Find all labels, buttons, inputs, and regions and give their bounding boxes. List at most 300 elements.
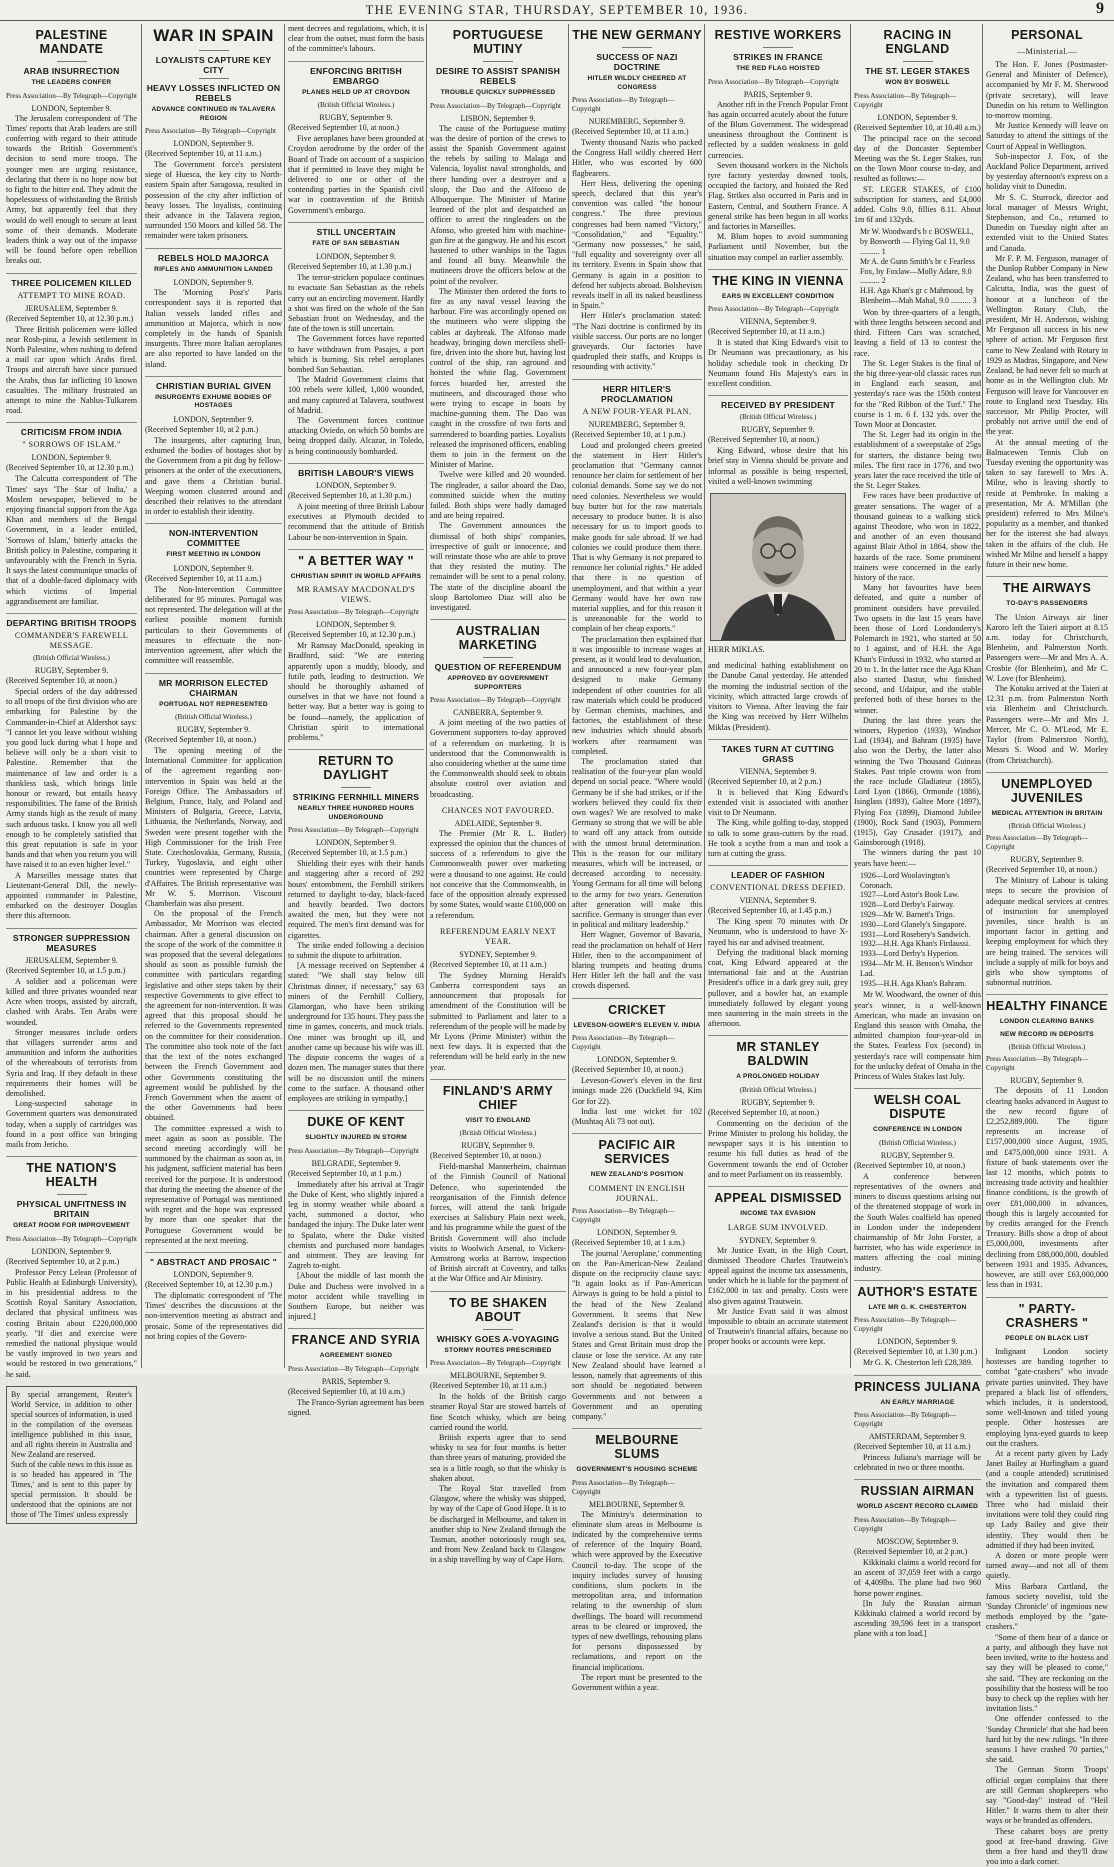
section-divider bbox=[572, 379, 702, 380]
race-result-line: H.H. Aga Khan's gr c Mahmoud, by Blenheim—Mah Mahal, 9.0 .......... 3 bbox=[860, 286, 981, 306]
article bbox=[986, 777, 1108, 989]
paragraph: The winners during the past 10 years have been:— bbox=[854, 848, 981, 868]
headline: APPEAL DISMISSED bbox=[708, 1191, 848, 1205]
headline: PERSONAL bbox=[986, 28, 1108, 42]
paragraph: Kikkinaki claims a world record for an ascent of 37,059 feet with a cargo of 4,409lbs. The plane had two 960 horse power engines. bbox=[854, 1558, 981, 1599]
headline: TO BE SHAKEN ABOUT bbox=[430, 1296, 566, 1324]
small-heading: " SORROWS OF ISLAM." bbox=[6, 440, 137, 450]
dateline: LONDON, September 9. bbox=[854, 1337, 981, 1347]
article bbox=[6, 1386, 137, 1524]
article bbox=[430, 1084, 566, 1285]
portrait-photo bbox=[710, 493, 846, 641]
section-divider bbox=[854, 1375, 981, 1376]
paragraph: The Government force's persistent siege of Huesca, the key city to North-eastern Spain after Saragossa, resulted in possession of the city after infliction of heavy losses. The loyalists, continuing their advance in the Talavera region, surrounded 150 Moors and killed 58. The remainder were taken prisoners. bbox=[145, 160, 282, 242]
subheadline: NON-INTERVENTION COMMITTEE bbox=[145, 528, 282, 548]
article bbox=[986, 581, 1108, 766]
section-divider bbox=[708, 269, 848, 270]
paragraph: Miss Barbara Cartland, the famous society novelist, told the 'Sunday Chronicle' of ingenious new methods employed by the "gate-crashers." bbox=[986, 1582, 1108, 1633]
dateline: MELBOURNE, September 9. bbox=[572, 1500, 702, 1510]
received-line: (Received September 10, at 11 a.m.) bbox=[708, 327, 848, 337]
dateline: CANBERRA, September 9. bbox=[430, 708, 566, 718]
deck-line: WORLD ASCENT RECORD CLAIMED bbox=[854, 1503, 981, 1512]
article bbox=[288, 554, 424, 744]
paragraph: The King spent 70 minutes with Dr Neumann, who is understood to have X-rayed his ear and advised treatment. bbox=[708, 917, 848, 948]
press-credit: Press Association—By Telegraph—Copyright bbox=[854, 92, 981, 110]
column-3 bbox=[288, 24, 424, 1368]
subheadline: ARAB INSURRECTION bbox=[6, 66, 137, 76]
dateline: LONDON, September 9. bbox=[145, 564, 282, 574]
dateline: LISBON, September 9. bbox=[430, 114, 566, 124]
article bbox=[986, 999, 1108, 1290]
paragraph: The Non-Intervention Committee deliberated for 95 minutes. Portugal was not represented. The delegation will at the earliest possible moment furnish particulars to their Governments of measures to effectuate the non-intervention agreement, after which the committee will reassemble. bbox=[145, 585, 282, 667]
paragraph: M. Blum hopes to avoid summoning Parliament until November, but the situation may compel an earlier assembly. bbox=[708, 232, 848, 263]
subheadline: STRIKES IN FRANCE bbox=[708, 52, 848, 62]
subheadline: " ABSTRACT AND PROSAIC " bbox=[145, 1257, 282, 1267]
dateline: SYDNEY, September 9. bbox=[430, 950, 566, 960]
paragraph: Three British policemen were killed near Rosh-pina, a Jewish settlement in North Palestine, when rushing to defend a mail car upon which Arabs fired. Troops and aircraft have since pursued the Arabs, thus far inflicting 10 known casualties. The military frustrated an attempt to mine the Nablus-Tulkarem road. bbox=[6, 325, 137, 417]
paragraph: Defying the traditional black morning coat, King Edward appeared at the international fair and at the Austrian President's office in a dark grey suit, grey pullover, and a bowler hat, an example immediately followed by elegant young men sauntering in the main streets in the afternoon. bbox=[708, 948, 848, 1030]
paragraph: These cabaret boys are pretty good at free-hand drawing. Give them a free hand and they'll draw you into a dark corner. bbox=[986, 1827, 1108, 1867]
dateline: AMSTERDAM, September 9. bbox=[854, 1432, 981, 1442]
photo-caption: HERR MIKLAS. bbox=[708, 645, 848, 655]
article bbox=[430, 1296, 566, 1566]
headline: RUSSIAN AIRMAN bbox=[854, 1484, 981, 1498]
paragraph: Many hot favourites have been defeated, and quite a number of prominent outsiders have prevailed. Two upsets in the last 15 years have been those of Lord Londonderry's Polemarch in 1921, who started at 50 to 1 against, and of H.H. the Aga Khan's Firdussi in 1932, who started at 20 to 1. In the latter race the Aga Khan also started Dastur, who finished second, and Udaipur, and the stable preferred both of these horses to the winner. bbox=[854, 583, 981, 716]
deck-line: RIFLES AND AMMUNITION LANDED bbox=[145, 266, 282, 275]
press-credit: Press Association—By Telegraph—Copyright bbox=[145, 127, 282, 136]
column-1 bbox=[6, 24, 137, 1368]
dateline: RUGBY, September 9. bbox=[288, 113, 424, 123]
headline: WELSH COAL DISPUTE bbox=[854, 1093, 981, 1121]
paragraph: Mr Justice Kennedy will leave on Saturday to attend the sittings of the Court of Appeal in Wellington. bbox=[986, 121, 1108, 152]
article bbox=[708, 744, 848, 859]
section-divider bbox=[288, 222, 424, 223]
winner-line: 1931—Lord Rosebery's Sandwich. bbox=[860, 930, 981, 940]
section-divider bbox=[430, 1291, 566, 1292]
deck-line: HITLER WILDLY CHEERED AT CONGRESS bbox=[572, 75, 702, 92]
article bbox=[430, 806, 566, 921]
small-heading: A NEW FOUR-YEAR PLAN. bbox=[572, 407, 702, 417]
paragraph: Long-suspected sabotage in Government quarters was demonstrated today, when a supply of cartridges was found in a post office van bringing mails from Jericho. bbox=[6, 1099, 137, 1150]
wire-note: (British Official Wireless.) bbox=[854, 1139, 981, 1148]
deck-line: SLIGHTLY INJURED IN STORM bbox=[288, 1134, 424, 1143]
received-line: (Received September 10, at 11 a.m.) bbox=[430, 1381, 566, 1391]
received-line: (Received September 10, at 1.5 p.m.) bbox=[6, 966, 137, 976]
paragraph: The Minister then ordered the forts to fire as any naval vessel leaving the harbour. Fire was accordingly opened on the mutineers who were slipping the cables at daybreak. The Alfonso made headway, bringing down merciless shell-fire, driven into the shore but, having lost control of the ship, ran aground and hoisted the white flag. Government forces boarded her, arrested the mutineers, and discouraged those who were trying to escape in boats by machine-gunning them. The Dao was caught in the crossfire of two forts and surrendered to boarding parties. Loyalists released the imprisoned officers, enabling them to join in the ferment on the Minister of Marine. bbox=[430, 287, 566, 471]
article bbox=[288, 1333, 424, 1418]
received-line: (Received September 10, at 11 a.m.) bbox=[854, 1442, 981, 1452]
dateline: LONDON, September 9. bbox=[145, 139, 282, 149]
section-divider bbox=[145, 376, 282, 377]
deck-line: AGREEMENT SIGNED bbox=[288, 1352, 424, 1361]
paragraph: Another rift in the French Popular Front has again occurred acutely about the future of the Blum Government. The widespread uneasiness throughout the Continent is reflected by a sudden weakness in gold currencies. bbox=[708, 100, 848, 161]
dateline: SYDNEY, September 9. bbox=[708, 1236, 848, 1246]
paragraph: The Royal Star travelled from Glasgow, where the whisky was shipped, by way of the Cape of Good Hope. It is to be discharged in Melbourne, and taken in another ship to New Zealand through the Tasman, another notoriously rough sea, and from New Zealand back to Glasgow in a ship travelling by way of Cape Horn. bbox=[430, 1484, 566, 1566]
headline-rule bbox=[199, 78, 229, 79]
paragraph: Few races have been productive of greater sensations. The wager of a thousand guineas to a walking stick against Theodore, who won in 1822, and another of an even thousand against Blair Athol in 1864, show the hazards of the race. Some prominent trainers were concerned in the early history of the race. bbox=[854, 491, 981, 583]
headline: DUKE OF KENT bbox=[288, 1115, 424, 1129]
article bbox=[6, 1161, 137, 1380]
article bbox=[145, 528, 282, 666]
article bbox=[572, 1138, 702, 1422]
headline-rule bbox=[199, 50, 229, 51]
press-credit: Press Association—By Telegraph—Copyright bbox=[854, 1316, 981, 1334]
subheadline: STILL UNCERTAIN bbox=[288, 227, 424, 237]
small-heading: REFERENDUM EARLY NEXT YEAR. bbox=[430, 927, 566, 947]
deck-line: TO-DAY'S PASSENGERS bbox=[986, 600, 1108, 609]
dateline: LONDON, September 9. bbox=[6, 1247, 137, 1257]
article bbox=[708, 28, 848, 263]
subheadline: HEAVY LOSSES INFLICTED ON REBELS bbox=[145, 83, 282, 103]
dateline: PARIS, September 9. bbox=[708, 90, 848, 100]
paragraph: Five aeroplanes have been grounded at Croydon aerodrome by the order of the Board of Trade on account of a suspicion that if permitted to leave they might be delivered to one or other of the contending parties in the Spanish civil war in contravention of the British Government's embargo. bbox=[288, 134, 424, 216]
dateline: RUGBY, September 9. bbox=[430, 1141, 566, 1151]
dateline: LONDON, September 9. bbox=[6, 104, 137, 114]
dateline: VIENNA, September 9. bbox=[708, 896, 848, 906]
subheadline: ENFORCING BRITISH EMBARGO bbox=[288, 66, 424, 86]
deck-line: WON BY BOSWELL bbox=[854, 79, 981, 88]
paragraph: [In July the Russian airman Kikkinaki claimed a world record by ascending 39,596 feet in a transport plane with a ton load.] bbox=[854, 1599, 981, 1640]
headline-rule bbox=[57, 1194, 87, 1195]
notice-box: By special arrangement, Reuter's World Service, in addition to other special sources of information, is used in the compilation of the overseas intelligence published in this issue, and all rights therein in Australia and New Zealand are reserved. Such of the cable news in this issue as is so headed has appeared in 'The Times,' and is sent to this paper by special permission. It should be understood that the opinions are not those of 'The Times' unless expressly bbox=[6, 1386, 137, 1524]
section-divider bbox=[288, 61, 424, 62]
article bbox=[854, 28, 981, 1082]
press-credit: Press Association—By Telegraph—Copyright bbox=[430, 696, 566, 705]
column-container bbox=[6, 24, 1108, 1368]
deck-line: LATE MR G. K. CHESTERTON bbox=[854, 1304, 981, 1313]
paragraph: Commenting on the decision of the Prime Minister to prolong his holiday, the newspaper says it is his intention to resume his full duties as head of the Government towards the end of October and to meet Parliament on its reassembly. bbox=[708, 1119, 848, 1180]
portrait-illustration bbox=[711, 494, 845, 640]
received-line: (Received September 10, at noon.) bbox=[708, 435, 848, 445]
press-credit: Press Association—By Telegraph—Copyright bbox=[572, 1479, 702, 1497]
received-line: (Received September 10, at 1.30 p.m.) bbox=[288, 262, 424, 272]
press-credit: Press Association—By Telegraph—Copyright bbox=[6, 1235, 137, 1244]
paragraph: A dozen or more people were turned away—and not all of them quietly. bbox=[986, 1551, 1108, 1582]
paragraph: The 'Morning Post's' Paris correspondent says it is reported that Italian vessels landed rifles and ammunition at Majorca, which is now completely in the hands of Spanish insurgents. Three more Italian aeroplanes are also reported to have landed on the island. bbox=[145, 288, 282, 370]
headline: THE AIRWAYS bbox=[986, 581, 1108, 595]
paragraph: The German Storm Troops' official organ complains that there are still German shopkeepers who say "Good-day" instead of "Heil Hitler." It warns them to alter their ways or be branded as offenders. bbox=[986, 1765, 1108, 1826]
small-heading: CHANCES NOT FAVOURED. bbox=[430, 806, 566, 816]
dateline: ADELAIDE, September 9. bbox=[430, 819, 566, 829]
deck-line: NEARLY THREE HUNDRED HOURS UNDERGROUND bbox=[288, 805, 424, 822]
paragraph: The Hon. F. Jones (Postmaster-General and Minister of Defence), accompanied by Mr F. M. Sherwood (private secretary), will leave Dunedin on his return to Wellington to-morrow morning. bbox=[986, 60, 1108, 121]
dateline: LONDON, September 9. bbox=[145, 1270, 282, 1280]
dateline: VIENNA, September 9. bbox=[708, 317, 848, 327]
deck-line: THE RED FLAG HOISTED bbox=[708, 65, 848, 74]
headline: AUTHOR'S ESTATE bbox=[854, 1285, 981, 1299]
paragraph: The insurgents, after capturing Irun, exhumed the bodies of hostages shot by the Government from a pit dug by fellow-prisoners at the order of the executioners, and gave them a Christian burial. Weeping women clustered around and described their relatives to the attendant in order to establish their identity. bbox=[145, 436, 282, 518]
subheadline: PHYSICAL UNFITNESS IN BRITAIN bbox=[6, 1199, 137, 1219]
press-credit: Press Association—By Telegraph—Copyright bbox=[430, 102, 566, 111]
deck-line: CONFERENCE IN LONDON bbox=[854, 1126, 981, 1135]
article bbox=[145, 253, 282, 370]
dateline: JERUSALEM, September 9. bbox=[6, 304, 137, 314]
press-credit: Press Association—By Telegraph—Copyright bbox=[6, 92, 137, 101]
winner-line: 1934—Mr M. H. Benson's Windsor Lad. bbox=[860, 959, 981, 979]
press-credit: Press Association—By Telegraph—Copyright bbox=[854, 1411, 981, 1429]
paragraph: "Some of them hear of a dance or a party, and although they have not been invited, write to the hostess and say they will be pleased to come," she said. "They are reckoning on the possibility that the hostess will be too busy to check up the replies with her invitation lists." bbox=[986, 1633, 1108, 1715]
headline-rule bbox=[622, 47, 652, 48]
paragraph: Special orders of the day addressed to all troops of the first division who are embarking for Palestine by the Commander-in-Chief at Aldershot says: "I cannot let you leave without wishing you good luck during what I hope and believe will only be a short visit to Palestine. Remember that the maintenance of law and order is a thankless task, which brings little honour or reward, but entails heavy responsibilities. The fame of the British Army stands high as the result of many such arduous tasks. I know you all well enough to be completely satisfied that this great reputation is safe in your hands and that when you return you will have raised it to an even higher level." bbox=[6, 687, 137, 871]
subheadline: DESIRE TO ASSIST SPANISH REBELS bbox=[430, 66, 566, 86]
paragraph: The principal race on the second day of the Doncaster September Meeting was the St. Leger Stakes, run on the Town Moor course to-day, and resulted as follows:— bbox=[854, 134, 981, 185]
press-credit: Press Association—By Telegraph—Copyright bbox=[854, 1516, 981, 1534]
received-line: (Received September 10, at 2 p.m.) bbox=[145, 425, 282, 435]
wire-note: (British Official Wireless.) bbox=[708, 1086, 848, 1095]
press-credit: Press Association—By Telegraph—Copyright bbox=[288, 608, 424, 617]
headline: PACIFIC AIR SERVICES bbox=[572, 1138, 702, 1166]
received-line: (Received September 10, at 11 a.m.) bbox=[430, 960, 566, 970]
press-credit: Press Association—By Telegraph—Copyright bbox=[572, 96, 702, 114]
column-6 bbox=[708, 24, 848, 1368]
paragraph: Leveson-Gower's eleven in the first innings made 226 (Duckfield 94, Kim Gor for 22). bbox=[572, 1076, 702, 1107]
masthead-title: THE EVENING STAR, THURSDAY, SEPTEMBER 10, 1936. bbox=[0, 3, 1114, 18]
dateline: MELBOURNE, September 9. bbox=[430, 1371, 566, 1381]
section-divider bbox=[572, 998, 702, 999]
paragraph: Mr Justice Evatt said it was almost impossible to obtain an accurate statement of Trautwein's financial affairs, because no proper books or accounts were kept. bbox=[708, 1307, 848, 1348]
winner-line: 1927—Lord Astor's Book Law. bbox=[860, 890, 981, 900]
paragraph: British experts agree that to send whisky to sea for four months is better than three years of maturing, provided the sea is a little rough, so that the whisky is shaken about. bbox=[430, 1433, 566, 1484]
headline: RESTIVE WORKERS bbox=[708, 28, 848, 42]
received-line: (Received September 10, at 12.30 p.m.) bbox=[6, 314, 137, 324]
deck-line: NEW ZEALAND'S POSITION bbox=[572, 1171, 702, 1180]
paragraph: Stronger measures include orders that villagers surrender arms and ammunition and inform the authorities of the whereabouts of terrorists from Syria and Iraq. If they default in these requirements their homes will be demolished. bbox=[6, 1028, 137, 1099]
received-line: (Received September 10, at 1 p.m.) bbox=[572, 430, 702, 440]
headline: WAR IN SPAIN bbox=[145, 26, 282, 45]
subheadline: THREE POLICEMEN KILLED bbox=[6, 278, 137, 288]
headline: AUSTRALIAN MARKETING bbox=[430, 624, 566, 652]
section-divider bbox=[986, 772, 1108, 773]
paragraph: In the holds of the British cargo steamer Royal Star are stowed barrels of fine Scotch whisky, which are being carried round the world. bbox=[430, 1392, 566, 1433]
dateline: MOSCOW, September 9. bbox=[854, 1537, 981, 1547]
paragraph: The deposits of 11 London clearing banks advanced in August to the new record figure of £2,252,889,000. The figure represents an increase of £157,000,000 since August, 1935, and £475,000,000 since 1931. A fixture of bank statements over the last 12 months, which points to increasing trade activity and healthier finance conditions, is the growth of over £81,000,000 in advances, though this is largely accounted for by credits arranged for the French Treasury. Bills show a drop of about £5,000,000, investments after declining from £88,000,000, doubled between 1931 and 1935. Advances, however, are still over £63,000,000 less than in 1931. bbox=[986, 1086, 1108, 1290]
paragraph: Princess Juliana's marriage will be celebrated in two or three months. bbox=[854, 1453, 981, 1473]
small-heading: ATTEMPT TO MINE ROAD. bbox=[6, 291, 137, 301]
article bbox=[288, 227, 424, 457]
headline: FINLAND'S ARMY CHIEF bbox=[430, 1084, 566, 1112]
paragraph: ST. LEGER STAKES, of £100 subscription for starters, and £4,000 added. Colts 9.0, fillies 8.11. About 1m 6f and 132yds. bbox=[854, 185, 981, 226]
deck-line: INSURGENTS EXHUME BODIES OF HOSTAGES bbox=[145, 394, 282, 411]
dateline: RUGBY, September 9. bbox=[854, 1151, 981, 1161]
article bbox=[572, 1003, 702, 1128]
dateline: JERUSALEM, September 9. bbox=[6, 956, 137, 966]
deck-line: LEVESON-GOWER'S ELEVEN V. INDIA bbox=[572, 1022, 702, 1031]
column-rule bbox=[141, 24, 142, 1368]
subheadline: CRITICISM FROM INDIA bbox=[6, 427, 137, 437]
received-line: (Received September 10, at noon.) bbox=[854, 1161, 981, 1171]
article bbox=[145, 1257, 282, 1342]
received-line: (Received September 10, at noon.) bbox=[430, 1151, 566, 1161]
deck-line: MEDICAL ATTENTION IN BRITAIN bbox=[986, 810, 1108, 819]
received-line: (Received September 10, at 2 p.m.) bbox=[854, 1547, 981, 1557]
headline: HEALTHY FINANCE bbox=[986, 999, 1108, 1013]
dateline: RUGBY, September 9. bbox=[708, 425, 848, 435]
column-rule bbox=[426, 24, 427, 1368]
small-heading: CONVENTIONAL DRESS DEFIED. bbox=[708, 883, 848, 893]
section-divider bbox=[572, 1428, 702, 1429]
deck-line: NEW RECORD IN DEPOSITS bbox=[986, 1031, 1108, 1040]
paragraph: Mr Justice Evatt, in the High Court, dismissed Theodore Charles Trautwein's appeal against the income tax assessments, under which he is liable for the payment of £162,000 in tax and penalty. Costs were also given against Trautwein. bbox=[708, 1246, 848, 1307]
section-divider bbox=[145, 248, 282, 249]
headline-rule bbox=[57, 61, 87, 62]
section-divider bbox=[430, 619, 566, 620]
paragraph: Sub-inspector J. Fox, of the Auckland Police Department, arrived by yesterday afternoon's express on a holiday visit to Dunedin. bbox=[986, 152, 1108, 193]
subheadline: QUESTION OF REFERENDUM bbox=[430, 662, 566, 672]
paragraph: Herr Wagner, Governor of Bavaria, read the proclamation on behalf of Herr Hitler, then to the accompaniment of blaring trumpets and beating drums Herr Hitler left the hall and the vast crowds dispersed. bbox=[572, 930, 702, 991]
headline-rule bbox=[341, 787, 371, 788]
paragraph: The diplomatic correspondent of 'The Times' describes the discussions at the non-intervention meeting as abstract and prosaic. Some of the representatives did not bring copies of the Govern- bbox=[145, 1291, 282, 1342]
paragraph: India lost one wicket for 102 (Mushtaq Ali 73 not out). bbox=[572, 1107, 702, 1127]
subheadline: LEADER OF FASHION bbox=[708, 870, 848, 880]
subheadline: WHISKY GOES A-VOYAGING bbox=[430, 1334, 566, 1344]
article bbox=[6, 28, 137, 267]
article bbox=[854, 1093, 981, 1274]
received-line: (Received September 10, at 11 a.m.) bbox=[572, 127, 702, 137]
deck-line: TROUBLE QUICKLY SUPPRESSED bbox=[430, 89, 566, 98]
paragraph: A joint meeting of the two parties of Government supporters to-day approved of a referendum on marketing. It is understood that the Commonwealth is also considering whether at the same time the Commonwealth should seek to obtain absolute control over aviation and broadcasting. bbox=[430, 718, 566, 800]
paragraph: The Government forces have reported to have withdrawn from Pasajes, a port which is burning. Six rebel aeroplanes bombed San Sebastian. bbox=[288, 334, 424, 375]
paragraph: The St. Leger had its origin in the establishment of a sweepstake of 25gs for starters, the distance being two miles. The first race in 1776, and two years later the race received the title of the St. Leger Stakes. bbox=[854, 430, 981, 491]
wire-note: (British Official Wireless.) bbox=[288, 101, 424, 110]
article bbox=[708, 1040, 848, 1180]
press-credit: Press Association—By Telegraph—Copyright bbox=[288, 826, 424, 835]
headline: RETURN TO DAYLIGHT bbox=[288, 754, 424, 782]
paragraph: The Premier (Mr R. L. Butler) expressed the opinion that the chances of success of a referendum to give the Commonwealth power over marketing were a thousand to one against. He could not conceive that the Commonwealth, in face of the opposition already expressed by some States, would waste £100,000 on a referendum. bbox=[430, 829, 566, 921]
paragraph: Mr G. K. Chesterton left £28,389. bbox=[854, 1358, 981, 1368]
subheadline: LOYALISTS CAPTURE KEY CITY bbox=[145, 55, 282, 75]
article bbox=[572, 28, 702, 373]
paragraph: [A message received on September 4 stated: "We shall stay below till Christmas dinner, if necessary," say 63 miners of the Fernhill Colliery, Glamorgan, who have been striking underground for 135 hours. They pass the time in games, concerts, and mock trials. One miner was brought up ill, and another came up because his wife was ill. The dispute concerns the wages of a dozen men. The manager states that there will be no discussion until the miners come to the surface. A thousand other employees are striking in sympathy.] bbox=[288, 961, 424, 1104]
paragraph: The Government forces continue attacking Oviedo, on which 50 bombs are being dropped daily. Alcazar, in Toledo, is being continuously bombarded. bbox=[288, 416, 424, 457]
small-heading: COMMANDER'S FAREWELL MESSAGE. bbox=[6, 631, 137, 651]
masthead bbox=[0, 0, 1114, 21]
headline: THE KING IN VIENNA bbox=[708, 274, 848, 288]
paragraph: The proclamation stated that realisation of the four-year plan would depend on social peace. "Where would Germany be if she had strikes, or if the workers believed they could fix their own wages? We are resolved to make Germany so strong that we will be able to ward off any attack from outside with the utmost brutal determination. This is the reason for our military measures, which will be increased, or decreased according to necessity. Young Germans for all time will belong to the army for two years. Generation after generation will make this sacrifice. Germany is stronger than ever in political and military leadership." bbox=[572, 757, 702, 930]
headline: MR STANLEY BALDWIN bbox=[708, 1040, 848, 1068]
paragraph: A conference between representatives of the owners and miners to discuss questions arising out of the threatened stoppage of work in the South Wales coalfield has opened in London under the independent chairmanship of Mr John Forster, a barrister, who has wide experience in matters affecting the coal mining industry. bbox=[854, 1172, 981, 1274]
section-divider bbox=[288, 549, 424, 550]
winner-line: 1935—H.H. Aga Khan's Bahram. bbox=[860, 979, 981, 989]
subheadline: SUCCESS OF NAZI DOCTRINE bbox=[572, 52, 702, 72]
section-divider bbox=[854, 1280, 981, 1281]
press-credit: Press Association—By Telegraph—Copyright bbox=[986, 834, 1108, 852]
paragraph: Herr Hitler's proclamation stated: "The Nazi doctrine is confirmed by its visible success. Our ports are no longer graveyards. Our factories have quadrupled their staffs, and Krupps is resounding with activity." bbox=[572, 311, 702, 372]
section-divider bbox=[986, 994, 1108, 995]
headline: PRINCESS JULIANA bbox=[854, 1380, 981, 1394]
dateline: LONDON, September 9. bbox=[288, 481, 424, 491]
dateline: LONDON, September 9. bbox=[6, 453, 137, 463]
subheadline: HERR HITLER'S PROCLAMATION bbox=[572, 384, 702, 404]
column-4 bbox=[430, 24, 566, 1368]
deck-line: APPROVED BY GOVERNMENT SUPPORTERS bbox=[430, 675, 566, 692]
article bbox=[145, 26, 282, 242]
received-line: (Received September 10, at 2 p.m.) bbox=[708, 777, 848, 787]
section-divider bbox=[708, 865, 848, 866]
article bbox=[708, 400, 848, 487]
subheadline: BRITISH LABOUR'S VIEWS bbox=[288, 468, 424, 478]
paragraph: The Sydney Morning Herald's Canberra correspondent says an announcement that proposals for amendment of the Constitution will be submitted to Parliament and later to a referendum of the people will be made by Mr Lyons (Prime Minister) within the next few days. It is expected that the referendum will be held early in the new year. bbox=[430, 971, 566, 1073]
deck-line: PORTUGAL NOT REPRESENTED bbox=[145, 701, 282, 710]
press-credit: Press Association—By Telegraph—Copyright bbox=[288, 1147, 424, 1156]
paragraph: The King, while golfing to-day, stopped to talk to some grass-cutters by the road. He took a scythe from a man and took a turn at cutting the grass. bbox=[708, 818, 848, 859]
deck-line: EARS IN EXCELLENT CONDITION bbox=[708, 293, 848, 302]
received-line: (Received September 10, at 12.30 p.m.) bbox=[6, 463, 137, 473]
column-rule bbox=[284, 24, 285, 1368]
dateline: RUGBY, September 9. bbox=[986, 1076, 1108, 1086]
subheadline: MR MORRISON ELECTED CHAIRMAN bbox=[145, 678, 282, 698]
dateline: RUGBY, September 9. bbox=[708, 1098, 848, 1108]
paragraph: The Ministry's determination to eliminate slum areas in Melbourne is indicated by the comprehensive terms of reference of the Inquiry Board, which were approved by the Executive Council to-day. The scope of the inquiry includes survey of housing conditions, slum pockets in the metropolitan area, and information relating to the ownership of slum dwellings. The board will recommend areas to be cleared or improved, the types of new dwellings, rehousing plans for persons dispossessed by reclamations, and report on the financial implications. bbox=[572, 1510, 702, 1673]
paragraph: Twelve were killed and 20 wounded. The ringleader, a sailor aboard the Dao, committed suicide when the mutiny failed. Both ships were badly damaged and are being repaired. bbox=[430, 470, 566, 521]
headline: THE NATION'S HEALTH bbox=[6, 1161, 137, 1189]
headline-rule bbox=[763, 47, 793, 48]
section-divider bbox=[854, 1088, 981, 1089]
press-credit: Press Association—By Telegraph—Copyright bbox=[708, 305, 848, 314]
paragraph: A soldier and a policeman were killed and three privates wounded near Acre when troops, assisted by aircraft, clashed with Arabs. Ten Arabs were wounded. bbox=[6, 977, 137, 1028]
subheadline: TAKES TURN AT CUTTING GRASS bbox=[708, 744, 848, 764]
received-line: (Received September 10, at noon.) bbox=[145, 735, 282, 745]
wire-note: (British Official Wireless.) bbox=[708, 413, 848, 422]
article bbox=[854, 1484, 981, 1639]
article bbox=[854, 1285, 981, 1369]
winner-line: 1933—Lord Derby's Hyperion. bbox=[860, 949, 981, 959]
paragraph: The proclamation then explained that it was impossible to increase wages at present, as it would lead to devaluation, and announced a new four-year plan designed to make Germany independent of other countries for all raw materials which could be produced by German chemists, machines, and factories, the establishment of these new industries which should absorb workers after rearmament was completed. bbox=[572, 635, 702, 757]
article bbox=[288, 468, 424, 543]
headline: THE NEW GERMANY bbox=[572, 28, 702, 42]
received-line: (Received September 10, at 1 a.m.) bbox=[572, 1238, 702, 1248]
section-divider bbox=[6, 928, 137, 929]
race-result-line: Mr A. de Gunn Smith's br c Fearless Fox, by Foxlaw—Molly Adare, 9.0 .......... 2 bbox=[860, 257, 981, 286]
press-credit: Press Association—By Telegraph—Copyright bbox=[572, 1207, 702, 1225]
section-divider bbox=[986, 576, 1108, 577]
race-result-line: Mr W. Woodward's b c BOSWELL, by Bosworth — Flying Gal 11, 9.0 .......... 1 bbox=[860, 227, 981, 256]
deck-line: INCOME TAX EVASION bbox=[708, 1210, 848, 1219]
received-line: (Received September 10, at noon.) bbox=[6, 676, 137, 686]
article bbox=[708, 274, 848, 390]
dateline: RUGBY, September 9. bbox=[986, 855, 1108, 865]
paragraph: Loud and prolonged cheers greeted the statement in Herr Hitler's proclamation that "Germany cannot renounce her claim for settlement of her colonial demands. Some say we do not need colonies. Nevertheless we would buy butter but for the raw materials necessary to produce butter. It is also necessary for us to import goods to make goods for sale abroad. If we had colonies we could produce them there. That is why Germany is not prepared to renounce her colonial rights." He added that there is no question of unemployment, and that within a year Germany would have her own raw material supplies, and for this reason it is unreasonable for the world to complain of her cheap exports." bbox=[572, 441, 702, 635]
dateline: LONDON, September 9. bbox=[145, 278, 282, 288]
article bbox=[986, 28, 1108, 570]
paragraph: The report must be presented to the Government within a year. bbox=[572, 1673, 702, 1693]
section-divider bbox=[145, 673, 282, 674]
section-divider bbox=[288, 463, 424, 464]
paragraph: Twenty thousand Nazis who packed the Congress Hall wildly cheered Herr Hitler, who was escorted by 600 flagbearers. bbox=[572, 138, 702, 179]
received-line: (Received September 10, at noon.) bbox=[288, 123, 424, 133]
column-rule bbox=[850, 24, 851, 1368]
column-rule bbox=[704, 24, 705, 1368]
subheadline: STRIKING FERNHILL MINERS bbox=[288, 792, 424, 802]
winners-list bbox=[860, 871, 981, 989]
dateline: LONDON, September 9. bbox=[288, 838, 424, 848]
paragraph: [About the middle of last month the Duke and Duchess were involved in a motor accident while travelling in Southern Europe, but neither was injured.] bbox=[288, 1271, 424, 1322]
subheadline: CHRISTIAN BURIAL GIVEN bbox=[145, 381, 282, 391]
article-continuation: and medicinal bathing establishment on the Danube Canal yesterday. He attended the morning the industrial section of the vicinity, which attracted large crowds of visitors to Vienna. After leaving the fair the King was received by Herr Wilhelm Miklas (President). bbox=[708, 661, 848, 732]
paragraph: Herr Hess, delivering the opening speech, declared that this year's convention was called "the honour congress." The three previous congresses had been named "Victory," "Consolidation," and "Equality." "Germany now possesses," he said, "full equality and sovereignty over all its territory. Events in Spain show that Germany is again in a position to defend her subjects abroad. Bolshevism reveals itself in all its naked beastliness in Spain." bbox=[572, 179, 702, 312]
headline-rule bbox=[483, 61, 513, 62]
section-divider bbox=[6, 422, 137, 423]
wire-note: (British Official Wireless.) bbox=[430, 1129, 566, 1138]
race-results bbox=[860, 227, 981, 305]
wire-note: (British Official Wireless.) bbox=[986, 1043, 1108, 1052]
paragraph: On the proposal of the French Ambassador, Mr Morrison was elected chairman. After a general discussion on the scope of the work of the committee it was proposed that the several delegations should as soon as possible furnish the committee with particulars regarding legislative and other steps taken by their respective Governments to give effect to the agreement for non-intervention. It was agreed that this proposal should be referred to the Governments represented on the committee for their consideration. The committee also took note of the fact that the text of the notes exchanged between the French Government and other Governments constituting the agreement would be published by the French Government when the assent of the other Governments had been obtained. bbox=[145, 909, 282, 1123]
received-line: (Received September 10, at 1.30 p.m.) bbox=[854, 1347, 981, 1357]
winner-line: 1928—Lord Derby's Fairway. bbox=[860, 900, 981, 910]
received-line: (Received September 10, at 10.40 a.m.) bbox=[854, 123, 981, 133]
dateline: RUGBY, September 9. bbox=[6, 666, 137, 676]
paragraph: The Union Airways air liner Karoro left the Taieri airport at 8.15 a.m. today for Christchurch, Blenheim, and Palmerston North. Passengers were—Mr and Mrs A. A. Crosbie (for Blenheim), and Mr C. W. Love (for Blenheim). bbox=[986, 613, 1108, 684]
paragraph: One offender confessed to the 'Sunday Chronicle' that she had been hard hit by the new rulings. "In three seasons I have crashed 70 parties," she said. bbox=[986, 1714, 1108, 1765]
